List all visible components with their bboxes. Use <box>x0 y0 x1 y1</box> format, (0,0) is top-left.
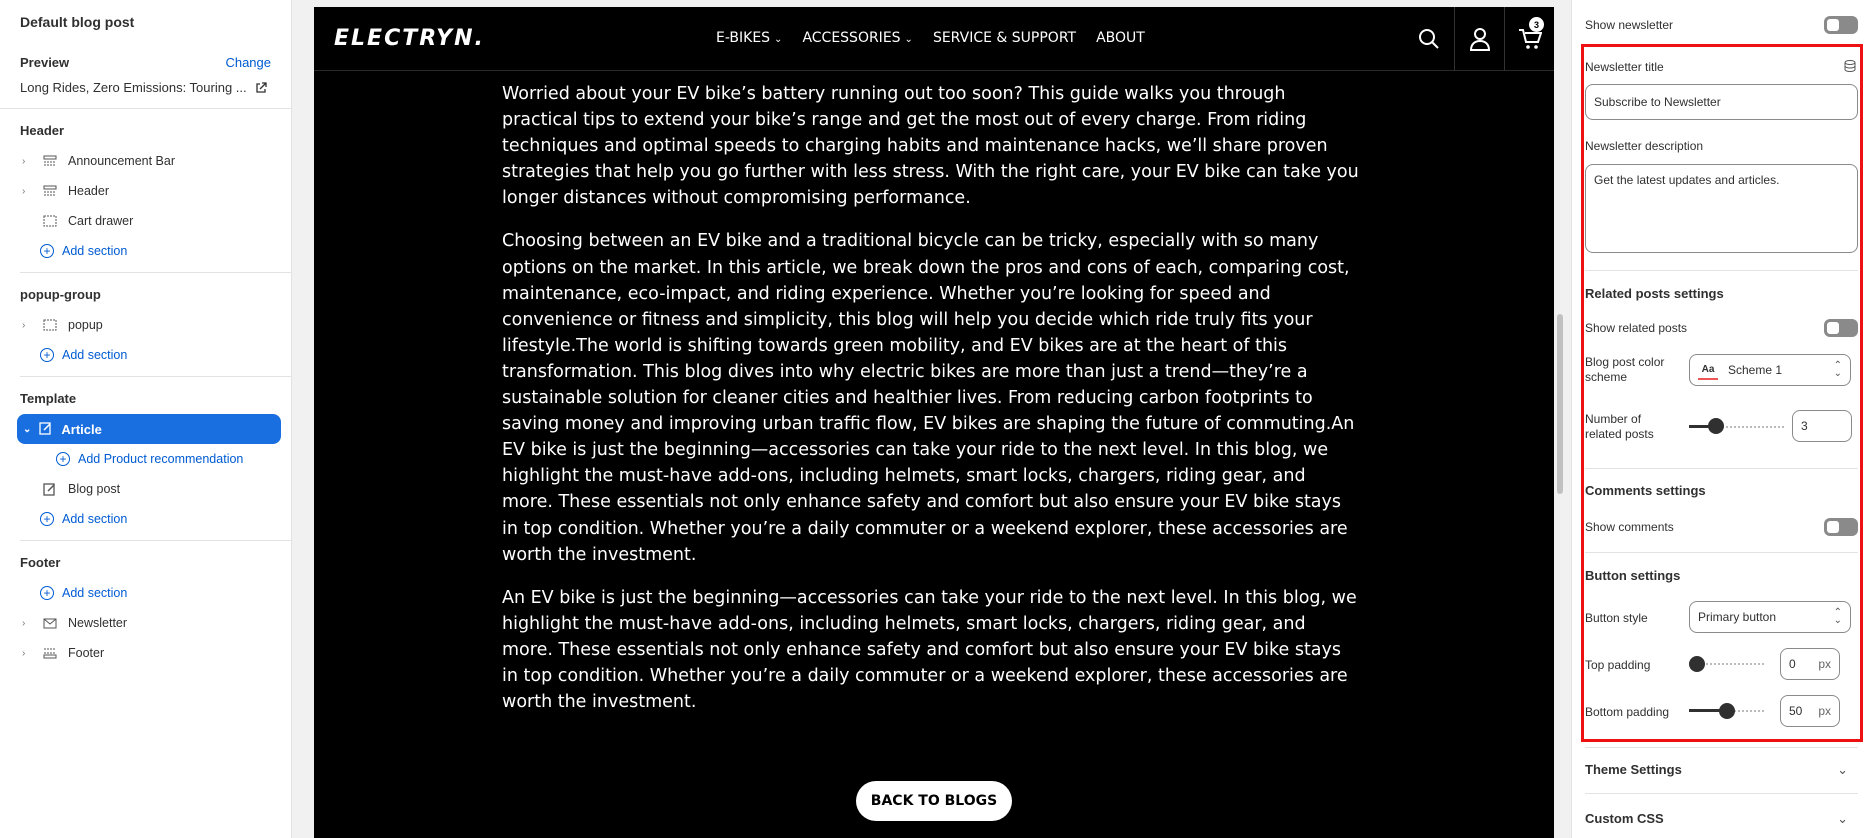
chevron-right-icon[interactable]: › <box>22 185 26 197</box>
sidebar-item-label: Cart drawer <box>68 214 134 228</box>
section-icon <box>42 214 58 228</box>
top-padding-label: Top padding <box>1585 658 1651 672</box>
show-comments-label: Show comments <box>1585 520 1674 534</box>
select-arrows-icon: ⌃ ⌄ <box>1833 360 1842 379</box>
scrollbar-thumb[interactable] <box>1557 314 1563 494</box>
px-unit: px <box>1818 657 1831 671</box>
add-section-button[interactable] <box>0 340 291 370</box>
add-section-label: Add section <box>62 244 128 258</box>
plus-circle-icon: + <box>56 452 70 466</box>
chevron-down-icon: ⌄ <box>904 34 913 45</box>
preview-scrollbar[interactable] <box>1554 7 1566 838</box>
sidebar-item-popup[interactable] <box>0 310 291 340</box>
select-arrows-icon: ⌃ ⌄ <box>1833 607 1842 626</box>
sidebar-item-label: Newsletter <box>68 616 128 630</box>
highlight-box <box>1581 44 1863 742</box>
sidebar-item-article[interactable] <box>17 414 281 444</box>
top-padding-value: 0 <box>1789 657 1796 671</box>
plus-circle-icon: + <box>40 348 54 362</box>
sidebar-item-label: Header <box>68 184 109 198</box>
section-icon <box>42 318 58 332</box>
group-title: Header <box>20 123 65 138</box>
cart-icon[interactable] <box>1504 7 1554 71</box>
color-scheme-value: Scheme 1 <box>1728 363 1783 377</box>
newsletter-description-label: Newsletter description <box>1585 139 1704 153</box>
button-style-value: Primary button <box>1698 610 1777 624</box>
chevron-down-icon: ⌄ <box>1837 762 1848 777</box>
num-related-input[interactable]: 3 <box>1792 410 1852 442</box>
add-section-button[interactable] <box>0 236 291 266</box>
custom-css-toggle[interactable] <box>1585 811 1858 826</box>
sidebar-item-announcement-bar[interactable] <box>0 146 291 176</box>
sidebar-item-label: Article <box>61 421 102 437</box>
plus-circle-icon: + <box>40 512 54 526</box>
chevron-right-icon[interactable]: › <box>22 647 26 659</box>
mail-icon <box>42 616 58 630</box>
article-paragraph: Choosing between an EV bike and a traditional bicycle can be tricky, especially with so many options on the market. In this article, we break down the pros and cons of each, comparing cost, maintenance, eco-impact, and riding experience. Whether you’re looking for speed and convenience or fitness and simplicity, this blog will help you decide which ride truly fits your lifestyle.The world is shifting towards green mobility, and EV bikes are at the heart of this transformation. This blog dives into why electric bikes are more than just a trend—they’re a sustainable solution for cleaner cities and healthier lives. From reducing carbon footprints to saving money and improving urban traffic flow, EV bikes are shaping the future of commuting.An EV bike is just the beginning—accessories can take your ride to the next level. In this blog, we highlight the must-have add-ons, including helmets, smart locks, chargers, riding gear, and more. These essentials not only enhance safety and comfort but also ensure your EV bike stays in top condition. Whether you’re a daily commuter or a weekend explorer, these accessories are worth the investment. <box>502 231 1355 565</box>
sidebar-item-label: Blog post <box>68 482 121 496</box>
article-icon <box>39 421 53 438</box>
store-logo[interactable]: ELECTRYN. <box>334 26 485 51</box>
menu-item-accessories[interactable]: ACCESSORIES ⌄ <box>802 30 913 46</box>
preview-label: Preview <box>20 55 70 70</box>
add-block-label: Add Product recommendation <box>78 452 244 466</box>
external-link-icon[interactable] <box>255 82 267 94</box>
newsletter-title-label: Newsletter title <box>1585 60 1664 74</box>
group-title: Footer <box>20 555 61 570</box>
chevron-right-icon[interactable]: › <box>22 617 26 629</box>
sidebar-item-footer[interactable] <box>0 638 291 668</box>
sidebar-item-label: popup <box>68 318 103 332</box>
chevron-down-icon[interactable]: ⌄ <box>23 423 32 435</box>
chevron-right-icon[interactable]: › <box>22 155 26 167</box>
newsletter-title-input[interactable]: Subscribe to Newsletter <box>1585 84 1858 120</box>
main-menu <box>716 30 1145 46</box>
theme-settings-label: Theme Settings <box>1585 762 1682 777</box>
add-section-label: Add section <box>62 512 128 526</box>
section-icon <box>42 184 58 198</box>
newsletter-description-textarea[interactable]: Get the latest updates and articles. <box>1585 164 1858 253</box>
color-scheme-label: Blog post color scheme <box>1585 355 1665 384</box>
article-body <box>502 81 1362 732</box>
theme-settings-toggle[interactable] <box>1585 762 1858 777</box>
show-newsletter-label: Show newsletter <box>1585 18 1674 32</box>
chevron-right-icon[interactable]: › <box>22 319 26 331</box>
header-group <box>0 109 291 266</box>
chevron-down-icon: ⌄ <box>774 34 783 45</box>
add-section-label: Add section <box>62 348 128 362</box>
sidebar-item-header[interactable] <box>0 176 291 206</box>
group-title: popup-group <box>20 287 101 302</box>
px-unit: px <box>1818 704 1831 718</box>
article-paragraph: An EV bike is just the beginning—accessories can take your ride to the next level. In this blog, we highlight the must-have add-ons, including helmets, smart locks, chargers, riding gear, and more. These essentials not only enhance safety and comfort but also ensure your EV bike stays in top condition. Whether you’re a daily commuter or a weekend explorer, these accessories are worth the investment. <box>502 587 1357 713</box>
plus-circle-icon: + <box>40 244 54 258</box>
add-section-button[interactable] <box>0 504 291 534</box>
plus-circle-icon: + <box>40 586 54 600</box>
bottom-padding-label: Bottom padding <box>1585 705 1670 719</box>
search-icon[interactable] <box>1404 7 1454 71</box>
store-header <box>314 7 1554 71</box>
article-paragraph: Worried about your EV bike’s battery running out too soon? This guide walks you through practical tips to extend your bike’s range and get the most out of every charge. From riding techniques and optimal speeds to charging habits and maintenance hacks, we’ll share proven strategies that help you go further with less stress. With the right care, your EV bike can take you longer distances without compromising performance. <box>502 84 1359 209</box>
section-icon <box>42 154 58 168</box>
group-title: Template <box>20 391 77 406</box>
change-link[interactable]: Change <box>225 55 271 70</box>
menu-item-service-support[interactable]: SERVICE & SUPPORT <box>932 30 1077 46</box>
bottom-padding-value: 50 <box>1789 704 1803 718</box>
preview-value[interactable]: Long Rides, Zero Emissions: Touring ... <box>20 80 247 95</box>
button-settings-title: Button settings <box>1585 568 1681 583</box>
show-newsletter-toggle[interactable] <box>1824 16 1858 34</box>
show-related-label: Show related posts <box>1585 321 1688 335</box>
show-newsletter-row <box>1585 18 1858 32</box>
button-style-label: Button style <box>1585 611 1648 625</box>
sidebar-item-blog-post[interactable] <box>0 474 291 504</box>
menu-item-ebikes[interactable]: E-BIKES ⌄ <box>716 30 783 46</box>
add-section-button[interactable] <box>0 578 291 608</box>
menu-item-about[interactable]: ABOUT <box>1096 30 1145 46</box>
cart-count-badge: 3 <box>1529 17 1544 32</box>
related-posts-title: Related posts settings <box>1585 286 1724 301</box>
left-sidebar <box>0 0 292 838</box>
num-related-label: Number of related posts <box>1585 412 1654 441</box>
store-preview <box>314 7 1554 838</box>
sidebar-item-label: Announcement Bar <box>68 154 176 168</box>
sidebar-item-label: Footer <box>68 646 105 660</box>
sidebar-item-cart-drawer[interactable] <box>0 206 291 236</box>
blog-post-icon <box>42 482 58 496</box>
add-block-button[interactable] <box>0 444 291 474</box>
chevron-down-icon: ⌄ <box>1837 811 1848 826</box>
page-title: Default blog post <box>20 14 135 30</box>
sidebar-item-newsletter[interactable] <box>0 608 291 638</box>
custom-css-label: Custom CSS <box>1585 811 1664 826</box>
back-to-blogs-button[interactable]: BACK TO BLOGS <box>856 781 1012 821</box>
comments-settings-title: Comments settings <box>1585 483 1706 498</box>
account-icon[interactable] <box>1454 7 1504 71</box>
color-scheme-swatch: Aa <box>1698 360 1718 380</box>
add-section-label: Add section <box>62 586 128 600</box>
section-icon <box>42 646 58 660</box>
